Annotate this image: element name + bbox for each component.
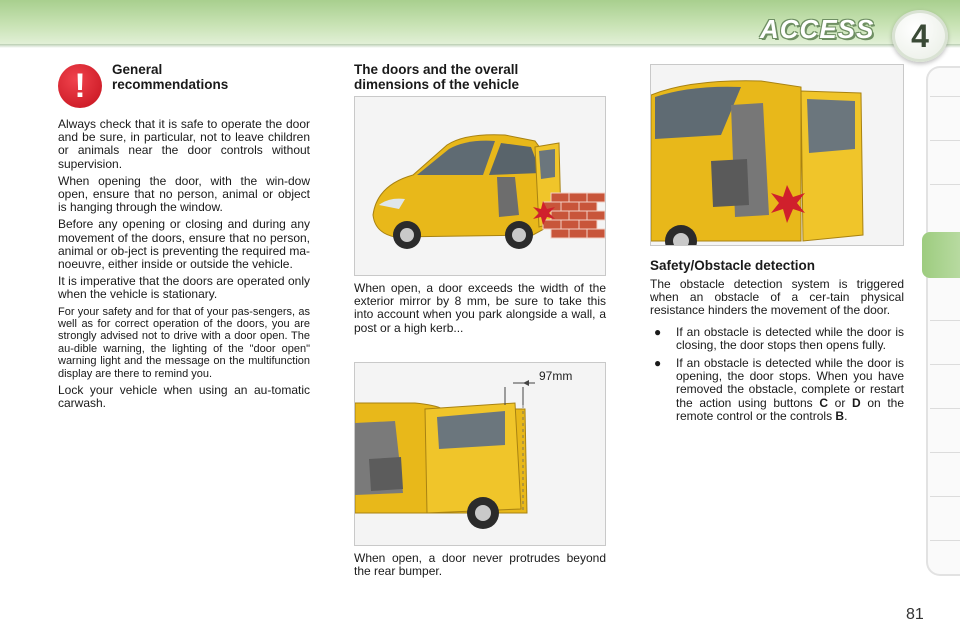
car-door-wall-svg [355, 97, 606, 276]
heading-line: General [112, 62, 163, 77]
car-door-obstacle-illustration [650, 64, 904, 246]
page-number: 81 [906, 606, 924, 623]
general-recommendations-body [58, 118, 310, 414]
heading-line: dimensions of the vehicle [354, 77, 520, 92]
paragraph: It is imperative that the doors are operated only when the vehicle is stationary. [58, 274, 310, 302]
chapter-tab[interactable] [930, 540, 960, 541]
bullet-text-part: on the remote control or the controls [676, 395, 904, 423]
list-item [650, 326, 904, 352]
chapter-tab[interactable] [930, 140, 960, 141]
bullet-icon: ● [654, 324, 662, 339]
paragraph: When open, a door never protrudes beyond the rear bumper. [354, 551, 606, 579]
chapter-tab[interactable] [930, 320, 960, 321]
chapter-tab-active[interactable] [922, 232, 960, 278]
chapter-tab[interactable] [930, 184, 960, 185]
bullet-text: If an obstacle is detected while the door is closing, the door stops then opens fully. [676, 324, 904, 352]
chapter-tab[interactable] [930, 364, 960, 365]
bullet-text [676, 357, 904, 423]
paragraph: The obstacle detection system is triggered when an obstacle of a cer-tain physical resistance hinders the movement of the door. [650, 277, 904, 318]
list-item [650, 357, 904, 423]
paragraph: When opening the door, with the win-dow open, ensure that no person, animal or object is hanging through the window. [58, 173, 310, 215]
paragraph: When open, a door exceeds the width of the exterior mirror by 8 mm, be sure to take this into account when you park alongside a wall, a post or a high kerb... [354, 281, 606, 335]
general-recommendations-heading [112, 62, 312, 92]
safety-body [650, 278, 904, 428]
chapter-tab[interactable] [930, 408, 960, 409]
car-door-obstacle-svg [651, 65, 904, 246]
chapter-tab[interactable] [930, 452, 960, 453]
bullet-text-part: . [844, 408, 848, 423]
paragraph: Always check that it is safe to operate the door and be sure, in particular, not to leave children or animals near the door controls without supervision. [58, 117, 310, 171]
button-b-label: B [835, 408, 845, 423]
button-c-label: C [819, 395, 829, 410]
car-door-bumper-illustration [354, 362, 606, 546]
dimension-label: 97mm [539, 369, 573, 383]
bumper-description [354, 552, 606, 582]
exclamation-warning-icon: ! [58, 64, 102, 108]
safety-heading: Safety/Obstacle detection [650, 258, 816, 273]
button-d-label: D [852, 395, 861, 410]
chapter-badge: 4 [892, 10, 948, 62]
heading-line: recommendations [112, 77, 229, 92]
door-width-description [354, 282, 606, 339]
chapter-tab[interactable] [930, 96, 960, 97]
heading-line: The doors and the overall [354, 62, 519, 77]
bullet-icon: ● [654, 356, 662, 371]
dimensions-heading [354, 62, 606, 92]
paragraph: Before any opening or closing and during any movement of the doors, ensure that no person, animal or ob-ject is preventing the required ma-noeuvre, either inside or outside the vehicle. [58, 217, 310, 272]
chapter-tab-strip [926, 66, 960, 576]
section-title: ACCESS [760, 14, 875, 44]
bullet-text-part: If an obstacle is detected while the door is opening, the door stops. When you have removed the obstacle, complete or restart the action using buttons [676, 356, 904, 410]
paragraph: For your safety and for that of your pas-sengers, as well as for correct operation of the doors, you are strongly advised not to drive with a door open. The au-dible warning, the lighting of the "door open" warning light and the message on the multifunction display are there to remind you. [58, 305, 310, 380]
car-door-wall-illustration [354, 96, 606, 276]
chapter-tab[interactable] [930, 496, 960, 497]
paragraph: Lock your vehicle when using an au-tomatic carwash. [58, 383, 310, 411]
car-door-bumper-svg [355, 363, 606, 546]
bullet-text-part: or [834, 395, 846, 410]
